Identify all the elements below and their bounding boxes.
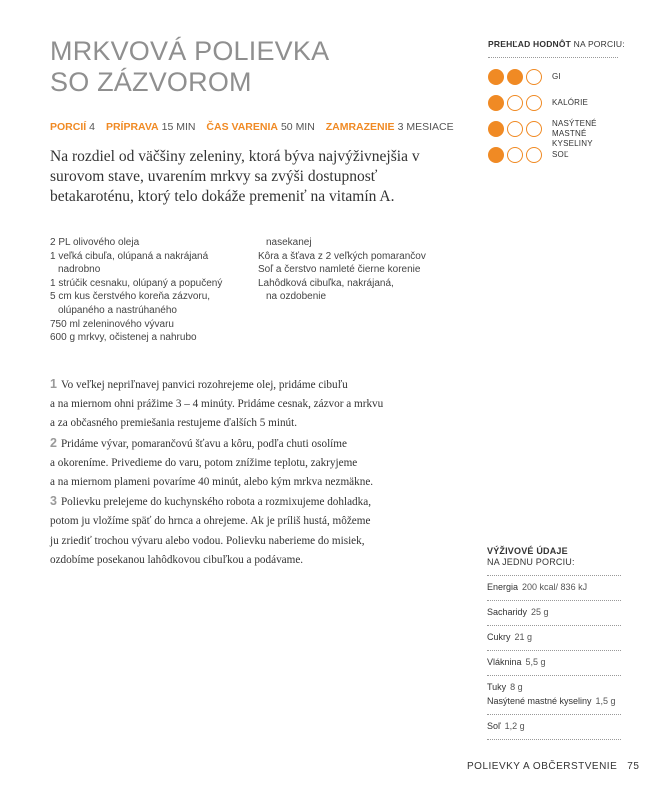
intro-text: Na rozdiel od väčšiny zeleniny, ktorá býva najvýživnejšia v surovom stave, uvarením mrkvy sa zvýši dostupnosť betakaroténu, ktorý telo dokáže premeniť na vitamín A.: [50, 148, 420, 205]
step-3-line: potom ju vložíme späť do hrnca a ohrejeme. Ak je príliš hustá, môžeme: [50, 515, 371, 528]
ingredient-item: Soľ a čerstvo namleté čierne korenie: [258, 264, 421, 276]
ingredient-item: 2 PL olivového oleja: [50, 237, 140, 248]
rating-circle-filled: [488, 95, 504, 111]
meta-portions: PORCIÍ 4: [50, 121, 96, 133]
rating-circle-empty: [526, 121, 542, 137]
rating-circle-filled: [488, 147, 504, 163]
rating-label: SOĽ: [552, 150, 569, 159]
step-3-line: ju zriediť trochou vývaru alebo vodou. Polievku naberieme do misiek,: [50, 534, 365, 547]
step-number: 3: [50, 494, 57, 509]
ingredient-item: 5 cm kus čerstvého koreňa zázvoru,: [50, 291, 211, 303]
page-number: 75: [627, 761, 640, 772]
step-1-line: a za občasného premiešania restujeme ďalších 5 minút.: [50, 417, 298, 430]
rating-label: KALÓRIE: [552, 98, 589, 107]
footer-section: POLIEVKY A OBČERSTVENIE: [467, 761, 618, 772]
step-2-line: 2 Pridáme vývar, pomarančovú šťavu a kôru, podľa chuti osolíme: [50, 435, 347, 450]
rating-circle-empty: [526, 147, 542, 163]
rating-salt: [488, 147, 618, 173]
rating-saturated-fat: [488, 121, 618, 147]
nutrition-row-sugars: Cukry 21 g: [487, 625, 621, 650]
page-footer: [467, 761, 639, 772]
ingredient-item: 750 ml zeleninového vývaru: [50, 318, 174, 330]
nutrition-row-energy: Energia 200 kcal/ 836 kJ: [487, 575, 621, 600]
ingredients-column-1: [50, 236, 260, 345]
nutrition-facts-panel: [487, 546, 621, 740]
nutrition-row-salt: Soľ 1,2 g: [487, 714, 621, 740]
overview-heading: PREHĽAD HODNÔT NA PORCIU:: [488, 39, 618, 58]
rating-label: NASÝTENÉ MASTNÉ KYSELINY: [552, 119, 597, 148]
nutrition-row-carbs: Sacharidy 25 g: [487, 600, 621, 625]
step-1-line: 1 Vo veľkej nepriľnavej panvici rozohrejeme olej, pridáme cibuľu: [50, 377, 348, 391]
step-3-line: ozdobíme posekanou lahôdkovou cibuľkou a podávame.: [50, 553, 304, 566]
rating-circle-filled: [488, 69, 504, 85]
ingredient-item: nadrobno: [58, 264, 101, 276]
rating-calories: [488, 95, 618, 121]
rating-circle-filled: [507, 69, 523, 85]
nutrition-row-fat: Tuky 8 g: [487, 675, 621, 694]
recipe-meta: [50, 121, 462, 133]
rating-circle-empty: [507, 121, 523, 137]
ingredient-item: olúpaného a nastrúhaného: [58, 304, 177, 316]
nutrition-row-saturated-fat: Nasýtené mastné kyseliny 1,5 g: [487, 696, 616, 706]
rating-circle-empty: [507, 95, 523, 111]
nutrition-row-fiber: Vláknina 5,5 g: [487, 650, 621, 675]
step-3-line: 3 Polievku prelejeme do kuchynského robota a rozmixujeme dohladka,: [50, 494, 372, 509]
step-1-line: a na miernom ohni prážime 3 – 4 minúty. Pridáme cesnak, zázvor a mrkvu: [50, 398, 384, 411]
nutrition-heading: VÝŽIVOVÉ ÚDAJE NA JEDNU PORCIU:: [487, 546, 575, 567]
step-2-line: a okoreníme. Privedieme do varu, potom znížime teplotu, zakryjeme: [50, 456, 358, 469]
step-2-line: a na miernom plameni povaríme 40 minút, alebo kým mrkva nezmäkne.: [50, 476, 374, 489]
ingredient-item: na ozdobenie: [266, 291, 327, 303]
rating-circle-empty: [526, 69, 542, 85]
step-number: 2: [50, 435, 57, 450]
rating-circle-empty: [507, 147, 523, 163]
step-number: 1: [50, 377, 57, 391]
rating-circle-filled: [488, 121, 504, 137]
method-steps: [50, 375, 440, 570]
rating-gi: [488, 69, 618, 95]
ingredients-column-2: [258, 236, 458, 304]
ingredient-item: Kôra a šťava z 2 veľkých pomarančov: [258, 250, 426, 262]
ingredient-item: Lahôdková cibuľka, nakrájaná,: [258, 277, 394, 289]
ingredient-item: 1 strúčik cesnaku, olúpaný a popučený: [50, 277, 223, 289]
rating-circle-empty: [526, 95, 542, 111]
meta-prep-time: PRÍPRAVA 15 MIN: [105, 121, 196, 133]
meta-freezing: ZAMRAZENIE 3 MESIACE: [325, 121, 454, 133]
title-line: MRKVOVÁ POLIEVKA: [50, 36, 330, 66]
rating-label: GI: [552, 72, 561, 81]
ingredient-item: 1 veľká cibuľa, olúpaná a nakrájaná: [50, 250, 209, 262]
title-line: SO ZÁZVOROM: [50, 67, 252, 97]
recipe-title: [50, 36, 329, 98]
meta-cook-time: ČAS VARENIA 50 MIN: [206, 121, 315, 133]
ingredient-item: 600 g mrkvy, očistenej a nahrubo: [50, 332, 197, 344]
nutrition-overview-panel: [488, 39, 625, 173]
ingredient-item: nasekanej: [266, 237, 312, 248]
